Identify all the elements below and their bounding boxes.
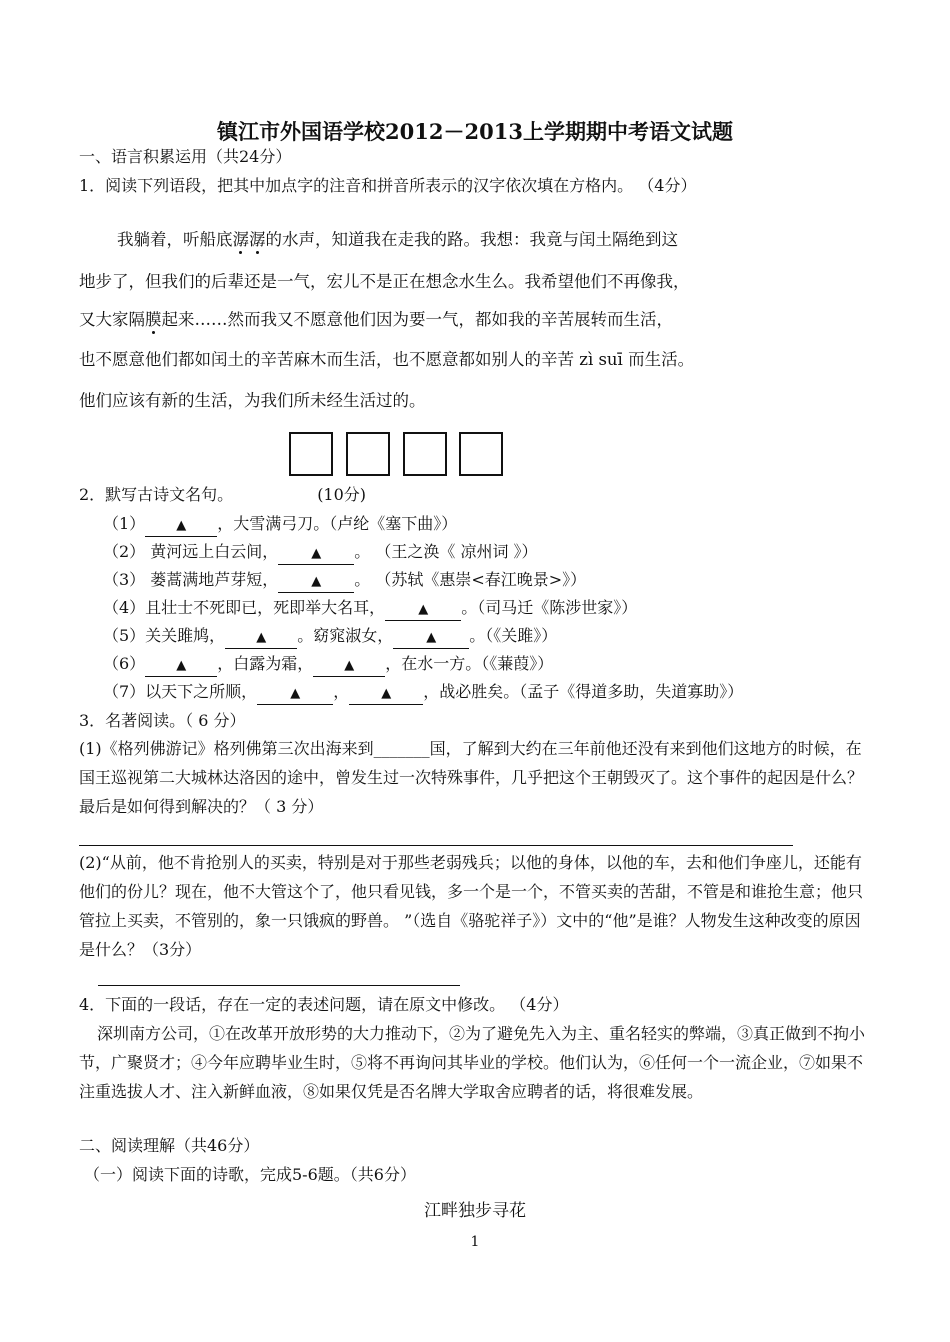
q1-passage-line-3: 又大家隔膜起来……然而我又不愿意他们因为要一气，都如我的辛苦展转而生活， <box>79 310 673 329</box>
q2-prompt: 2．默写古诗文名句。 (10分) <box>79 485 367 504</box>
dotted-char: 潺 <box>249 230 266 249</box>
q2-item-7: （7）以天下之所顺， ▲ ， ▲ ，战必胜矣。（孟子《得道多助，失道寡助》） <box>103 681 743 705</box>
section-1-heading: 一、语言积累运用（共24分） <box>79 147 292 166</box>
fill-blank[interactable]: ▲ <box>349 682 423 705</box>
page-number: 1 <box>470 1234 480 1250</box>
answer-box[interactable] <box>403 432 447 476</box>
q2-item-2: （2） 黄河远上白云间， ▲ 。 （王之涣《 凉州词 》） <box>103 541 538 565</box>
fill-blank[interactable]: ▲ <box>145 654 217 677</box>
q3-prompt: 3．名著阅读。（ 6 分） <box>79 711 246 730</box>
answer-line[interactable] <box>79 845 793 846</box>
q1-passage-line-2: 地步了，但我们的后辈还是一气，宏儿不是正在想念水生么。我希望他们不再像我， <box>79 272 690 291</box>
q4-body: 深圳南方公司，①在改革开放形势的大力推动下，②为了避免先入为主、重名轻实的弊端，③真正做到不拘小节，广聚贤才；④今年应聘毕业生时，⑤将不再询问其毕业的学校。他们认为，⑥任何一个一流企业，⑦如果不注重选拔人才、注入新鲜血液，⑧如果仅凭是否名牌大学取舍应聘者的话，将很难发展。 <box>79 1024 866 1101</box>
fill-blank[interactable]: ▲ <box>313 654 385 677</box>
fill-blank[interactable]: ▲ <box>385 598 461 621</box>
answer-box[interactable] <box>459 432 503 476</box>
q2-item-5: （5）关关雎鸠， ▲ 。窈窕淑女， ▲ 。（《关雎》） <box>103 625 557 649</box>
fill-blank[interactable]: ▲ <box>278 542 354 565</box>
q1-passage-line-1: 我躺着，听船底潺潺的水声，知道我在走我的路。我想：我竟与闰土隔绝到这 <box>117 230 678 249</box>
q1-passage-line-5: 他们应该有新的生活，为我们所未经生活过的。 <box>79 391 426 410</box>
q2-item-6: （6） ▲ ，白露为霜， ▲ ，在水一方。（《蒹葭》） <box>103 653 553 677</box>
q4-prompt: 4．下面的一段话，存在一定的表述问题，请在原文中修改。 （4分） <box>79 995 569 1014</box>
q2-item-1: （1） ▲ ，大雪满弓刀。（卢纶《塞下曲》） <box>103 513 457 537</box>
dotted-char: 潺 <box>232 230 249 249</box>
page-title: 镇江市外国语学校2012－2013上学期期中考语文试题 <box>217 119 733 144</box>
q3-sub-2: (2)“从前，他不肯抢别人的买卖，特别是对于那些老弱残兵；以他的身体，以他的车，去和他们争座儿，还能有他们的份儿？现在，他不大管这个了，他只看见钱，多一个是一个，不管买卖的苦甜，不管是和谁抢生意；他只管拉上买卖，不管别的，象一只饿疯的野兽。 ”（选自《骆驼祥子》）文中的“他”是谁？人物发生这种改变的原因是什么？（3分） <box>79 853 864 959</box>
fill-blank[interactable]: ▲ <box>225 626 297 649</box>
section-2-heading: 二、阅读理解（共46分） <box>79 1136 260 1155</box>
dotted-char: 膜 <box>145 310 162 329</box>
poem-title: 江畔独步寻花 <box>424 1201 526 1221</box>
answer-box[interactable] <box>289 432 333 476</box>
q2-item-3: （3） 蒌蒿满地芦芽短， ▲ 。 （苏轼《惠崇<春江晚景>》） <box>103 569 586 593</box>
fill-blank[interactable]: ▲ <box>278 570 354 593</box>
fill-blank[interactable]: ▲ <box>393 626 469 649</box>
answer-box[interactable] <box>346 432 390 476</box>
q1-prompt: 1．阅读下列语段，把其中加点字的注音和拼音所表示的汉字依次填在方格内。 （4分） <box>79 176 697 195</box>
q3-sub-1: (1)《格列佛游记》格列佛第三次出海来到_______国，了解到大约在三年前他还没有来到他们这地方的时候，在国王巡视第二大城林达洛因的途中，曾发生过一次特殊事件，几乎把这个王朝毁灭了。这个事件的起因是什么？最后是如何得到解决的？（ 3 分） <box>79 739 864 816</box>
q2-score: (10分) <box>317 485 367 504</box>
fill-blank[interactable]: ▲ <box>257 682 333 705</box>
q1-passage-line-4: 也不愿意他们都如闰土的辛苦麻木而生活，也不愿意都如别人的辛苦 zì suī 而生活。 <box>79 350 695 369</box>
subsection-1-heading: （一）阅读下面的诗歌，完成5-6题。（共6分） <box>84 1165 416 1184</box>
q2-item-4: （4）且壮士不死即已，死即举大名耳， ▲ 。（司马迁《陈涉世家》） <box>103 597 637 621</box>
answer-line[interactable] <box>98 985 460 986</box>
fill-blank[interactable]: ▲ <box>145 514 217 537</box>
